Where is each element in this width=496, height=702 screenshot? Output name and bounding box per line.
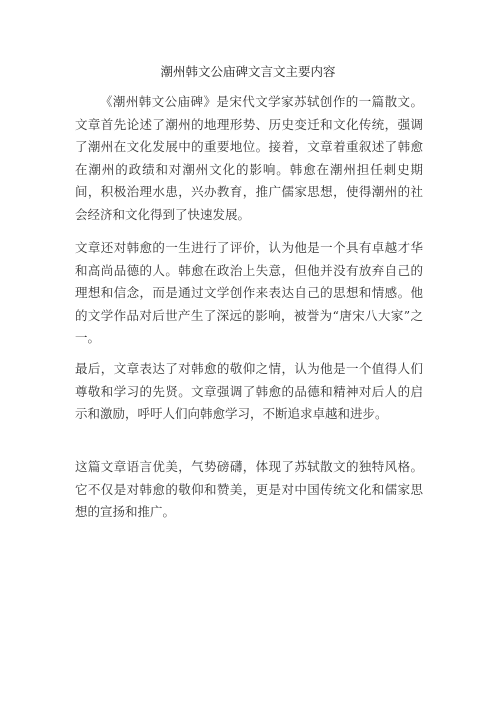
document-title: 潮州韩文公庙碑文言文主要内容: [160, 64, 336, 79]
paragraph-evaluation: 文章还对韩愈的一生进行了评价，认为他是一个具有卓越才华和高尚品德的人。韩愈在政治上失意，但他并没有放弃自己的理想和信念，而是通过文学创作来表达自己的思想和情感。他的文学作品对后世产生了深远的影响，被誉为“唐宋八大家”之一。: [75, 240, 423, 346]
paragraph-style: 这篇文章语言优美，气势磅礴，体现了苏轼散文的独特风格。它不仅是对韩愈的敬仰和赞美，更是对中国传统文化和儒家思想的宣扬和推广。: [75, 459, 423, 520]
paragraph-conclusion: 最后，文章表达了对韩愈的敬仰之情，认为他是一个值得人们尊敬和学习的先贤。文章强调了韩愈的品德和精神对后人的启示和激励，呼吁人们向韩愈学习，不断追求卓越和进步。: [75, 361, 423, 422]
paragraph-intro: 《潮州韩文公庙碑》是宋代文学家苏轼创作的一篇散文。文章首先论述了潮州的地理形势、历史变迁和文化传统，强调了潮州在文化发展中的重要地位。接着，文章着重叙述了韩愈在潮州的政绩和对潮州文化的影响。韩愈在潮州担任刺史期间，积极治理水患，兴办教育，推广儒家思想，使得潮州的社会经济和文化得到了快速发展。: [75, 94, 423, 222]
